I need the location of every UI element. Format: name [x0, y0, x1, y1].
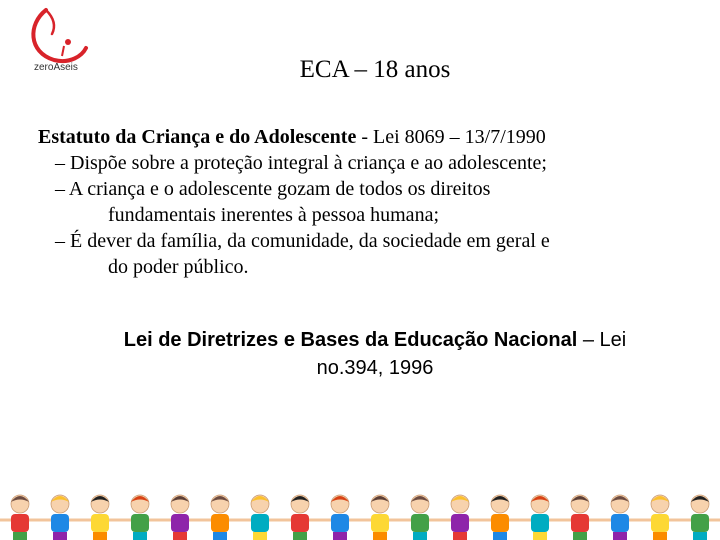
eca-bullet-3: – É dever da família, da comunidade, da sociedade em geral e do poder público.: [55, 230, 550, 278]
child-figure-icon: [200, 495, 240, 540]
child-figure-icon: [240, 495, 280, 540]
ldb-line2: no.394, 1996: [316, 357, 434, 379]
eca-bullet-1: – Dispõe sobre a proteção integral à criança e ao adolescente;: [55, 152, 547, 174]
eca-heading: Estatuto da Criança e do Adolescente - Lei 8069 – 13/7/1990: [38, 126, 546, 148]
eca-section: [38, 124, 698, 280]
child-figure-icon: [480, 495, 520, 540]
child-figure-icon: [560, 495, 600, 540]
child-figure-icon: [600, 495, 640, 540]
child-figure-icon: [80, 495, 120, 540]
eca-law: Lei 8069 – 13/7/1990: [373, 126, 546, 148]
eca-bullet-2: – A criança e o adolescente gozam de todos os direitos fundamentais inerentes à pessoa humana;: [55, 178, 491, 226]
logo-text: zeroAseis: [34, 62, 78, 73]
child-figure-icon: [160, 495, 200, 540]
ldb-rest: – Lei: [582, 329, 627, 351]
child-figure-icon: [40, 495, 80, 540]
child-figure-icon: [640, 495, 680, 540]
children-border-decoration: [0, 490, 720, 540]
child-figure-icon: [280, 495, 320, 540]
eca-name: Estatuto da Criança e do Adolescente: [38, 126, 357, 148]
child-figure-icon: [360, 495, 400, 540]
child-figure-icon: [120, 495, 160, 540]
child-figure-icon: [400, 495, 440, 540]
ldb-name: Lei de Diretrizes e Bases da Educação Nacional: [123, 329, 578, 351]
ldb-section: [60, 326, 690, 382]
child-figure-icon: [680, 495, 720, 540]
page-title: ECA – 18 anos: [299, 56, 451, 83]
child-figure-icon: [440, 495, 480, 540]
child-figure-icon: [320, 495, 360, 540]
child-figure-icon: [0, 495, 40, 540]
child-figure-icon: [520, 495, 560, 540]
